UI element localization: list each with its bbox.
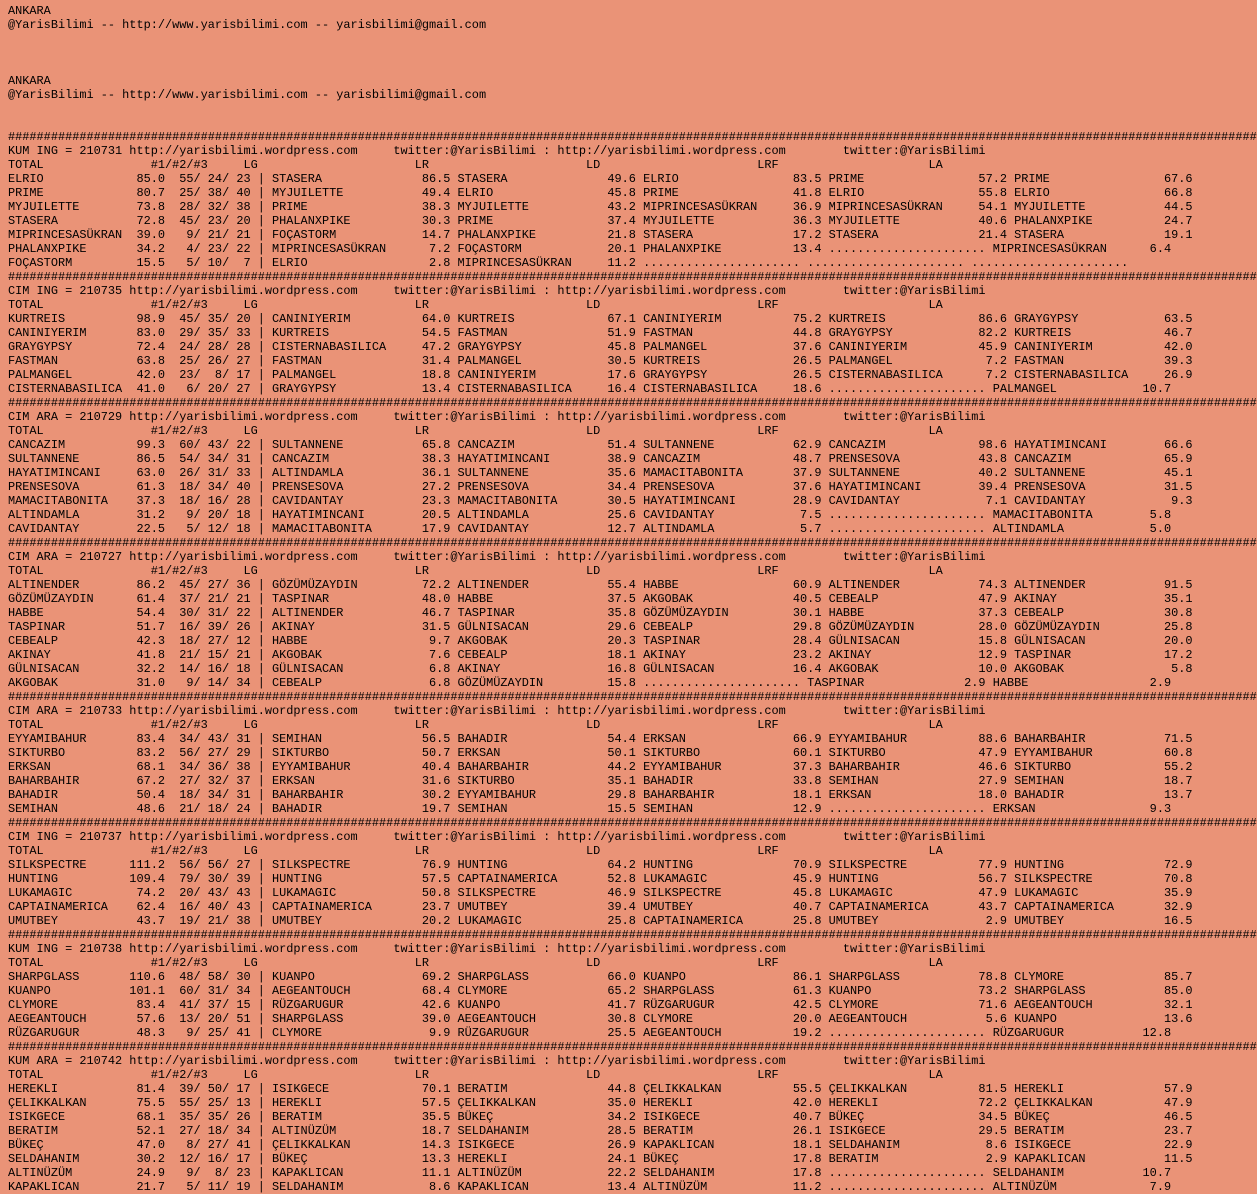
column-header: TOTAL #1/#2/#3 LG LR LD LRF LA xyxy=(8,956,943,970)
horse-row: HAYATIMINCANI 63.0 26/ 31/ 33 | ALTINDAMLA 36.1 SULTANNENE 35.6 MAMACITABONITA 37.9 SULTANNENE 40.2 SULTANNENE 45.1 xyxy=(8,466,1193,480)
horse-row: AKINAY 41.8 21/ 15/ 21 | AKGOBAK 7.6 CEBEALP 18.1 AKINAY 23.2 AKINAY 12.9 TASPINAR 17.2 xyxy=(8,648,1193,662)
column-header: TOTAL #1/#2/#3 LG LR LD LRF LA xyxy=(8,844,943,858)
horse-row: ISIKGECE 68.1 35/ 35/ 26 | BERATIM 35.5 BÜKEÇ 34.2 ISIKGECE 40.7 BÜKEÇ 34.5 BÜKEÇ 46.5 xyxy=(8,1110,1193,1124)
horse-row: UMUTBEY 43.7 19/ 21/ 38 | UMUTBEY 20.2 LUKAMAGIC 25.8 CAPTAINAMERICA 25.8 UMUTBEY 2.9 UMUTBEY 16.5 xyxy=(8,914,1193,928)
horse-row: ALTINÜZÜM 24.9 9/ 8/ 23 | KAPAKLICAN 11.1 ALTINÜZÜM 22.2 SELDAHANIM 17.8 ...................... SELDAHANIM 10.7 xyxy=(8,1166,1172,1180)
race-header: CIM ARA = 210727 http://yarisbilimi.wordpress.com twitter:@YarisBilimi : http://yarisbilimi.wordpress.com twitter:@YarisBilimi xyxy=(8,550,986,564)
horse-row: PRENSESOVA 61.3 18/ 34/ 40 | PRENSESOVA 27.2 PRENSESOVA 34.4 PRENSESOVA 37.6 HAYATIMINCANI 39.4 PRENSESOVA 31.5 xyxy=(8,480,1193,494)
horse-row: SEMIHAN 48.6 21/ 18/ 24 | BAHADIR 19.7 SEMIHAN 15.5 SEMIHAN 12.9 ...................... ERKSAN 9.3 xyxy=(8,802,1172,816)
horse-row: ÇELIKKALKAN 75.5 55/ 25/ 13 | HEREKLI 57.5 ÇELIKKALKAN 35.0 HEREKLI 42.0 HEREKLI 72.2 ÇELIKKALKAN 47.9 xyxy=(8,1096,1193,1110)
race-header: CIM ARA = 210729 http://yarisbilimi.wordpress.com twitter:@YarisBilimi : http://yarisbilimi.wordpress.com twitter:@YarisBilimi xyxy=(8,410,986,424)
horse-row: KUANPO 101.1 60/ 31/ 34 | AEGEANTOUCH 68.4 CLYMORE 65.2 SHARPGLASS 61.3 KUANPO 73.2 SHARPGLASS 85.0 xyxy=(8,984,1193,998)
blank-line xyxy=(8,60,1073,74)
horse-row: CAVIDANTAY 22.5 5/ 12/ 18 | MAMACITABONITA 17.9 CAVIDANTAY 12.7 ALTINDAMLA 5.7 ...................... ALTINDAMLA 5.0 xyxy=(8,522,1172,536)
horse-row: ELRIO 85.0 55/ 24/ 23 | STASERA 86.5 STASERA 49.6 ELRIO 83.5 PRIME 57.2 PRIME 67.6 xyxy=(8,172,1193,186)
race-header: CIM ING = 210737 http://yarisbilimi.wordpress.com twitter:@YarisBilimi : http://yarisbilimi.wordpress.com twitter:@YarisBilimi xyxy=(8,830,986,844)
horse-row: EYYAMIBAHUR 83.4 34/ 43/ 31 | SEMIHAN 56.5 BAHADIR 54.4 ERKSAN 66.9 EYYAMIBAHUR 88.6 BAHARBAHIR 71.5 xyxy=(8,732,1193,746)
horse-row: RÜZGARUGUR 48.3 9/ 25/ 41 | CLYMORE 9.9 RÜZGARUGUR 25.5 AEGEANTOUCH 19.2 ...................... RÜZGARUGUR 12.8 xyxy=(8,1026,1172,1040)
horse-row: TASPINAR 51.7 16/ 39/ 26 | AKINAY 31.5 GÜLNISACAN 29.6 CEBEALP 29.8 GÖZÜMÜZAYDIN 28.0 GÖZÜMÜZAYDIN 25.8 xyxy=(8,620,1193,634)
horse-row: AEGEANTOUCH 57.6 13/ 20/ 51 | SHARPGLASS 39.0 AEGEANTOUCH 30.8 CLYMORE 20.0 AEGEANTOUCH 5.6 KUANPO 13.6 xyxy=(8,1012,1193,1026)
horse-row: BAHARBAHIR 67.2 27/ 32/ 37 | ERKSAN 31.6 SIKTURBO 35.1 BAHADIR 33.8 SEMIHAN 27.9 SEMIHAN 18.7 xyxy=(8,774,1193,788)
horse-row: FOÇASTORM 15.5 5/ 10/ 7 | ELRIO 2.8 MIPRINCESASÜKRAN 11.2 ...................... ...................... ...................... xyxy=(8,256,1129,270)
horse-row: ERKSAN 68.1 34/ 36/ 38 | EYYAMIBAHUR 40.4 BAHARBAHIR 44.2 EYYAMIBAHUR 37.3 BAHARBAHIR 46.6 SIKTURBO 55.2 xyxy=(8,760,1193,774)
horse-row: CAPTAINAMERICA 62.4 16/ 40/ 43 | CAPTAINAMERICA 23.7 UMUTBEY 39.4 UMUTBEY 40.7 CAPTAINAMERICA 43.7 CAPTAINAMERICA 32.9 xyxy=(8,900,1193,914)
section-divider: ############################################################################################################################################################################### xyxy=(8,536,1257,550)
horse-row: ALTINENDER 86.2 45/ 27/ 36 | GÖZÜMÜZAYDIN 72.2 ALTINENDER 55.4 HABBE 60.9 ALTINENDER 74.3 ALTINENDER 91.5 xyxy=(8,578,1193,592)
section-divider: ############################################################################################################################################################################### xyxy=(8,690,1257,704)
horse-row: LUKAMAGIC 74.2 20/ 43/ 43 | LUKAMAGIC 50.8 SILKSPECTRE 46.9 SILKSPECTRE 45.8 LUKAMAGIC 47.9 LUKAMAGIC 35.9 xyxy=(8,886,1193,900)
horse-row: GÖZÜMÜZAYDIN 61.4 37/ 21/ 21 | TASPINAR 48.0 HABBE 37.5 AKGOBAK 40.5 CEBEALP 47.9 AKINAY 35.1 xyxy=(8,592,1193,606)
horse-row: SILKSPECTRE 111.2 56/ 56/ 27 | SILKSPECTRE 76.9 HUNTING 64.2 HUNTING 70.9 SILKSPECTRE 77.9 HUNTING 72.9 xyxy=(8,858,1193,872)
section-divider: ############################################################################################################################################################################### xyxy=(8,928,1257,942)
horse-row: STASERA 72.8 45/ 23/ 20 | PHALANXPIKE 30.3 PRIME 37.4 MYJUILETTE 36.3 MYJUILETTE 40.6 PHALANXPIKE 24.7 xyxy=(8,214,1193,228)
contact-line: @YarisBilimi -- http://www.yarisbilimi.com -- yarisbilimi@gmail.com xyxy=(8,88,487,102)
city-title: ANKARA xyxy=(8,4,51,18)
column-header: TOTAL #1/#2/#3 LG LR LD LRF LA xyxy=(8,298,943,312)
horse-row: FASTMAN 63.8 25/ 26/ 27 | FASTMAN 31.4 PALMANGEL 30.5 KURTREIS 26.5 PALMANGEL 7.2 FASTMAN 39.3 xyxy=(8,354,1193,368)
race-header: KUM ING = 210731 http://yarisbilimi.wordpress.com twitter:@YarisBilimi : http://yarisbilimi.wordpress.com twitter:@YarisBilimi xyxy=(8,144,986,158)
horse-row: BAHADIR 50.4 18/ 34/ 31 | BAHARBAHIR 30.2 EYYAMIBAHUR 29.8 BAHARBAHIR 18.1 ERKSAN 18.0 BAHADIR 13.7 xyxy=(8,788,1193,802)
blank-line xyxy=(8,46,1073,60)
horse-row: HUNTING 109.4 79/ 30/ 39 | HUNTING 57.5 CAPTAINAMERICA 52.8 LUKAMAGIC 45.9 HUNTING 56.7 SILKSPECTRE 70.8 xyxy=(8,872,1193,886)
blank-line xyxy=(8,102,1073,116)
horse-row: HABBE 54.4 30/ 31/ 22 | ALTINENDER 46.7 TASPINAR 35.8 GÖZÜMÜZAYDIN 30.1 HABBE 37.3 CEBEALP 30.8 xyxy=(8,606,1193,620)
race-header: KUM ARA = 210742 http://yarisbilimi.wordpress.com twitter:@YarisBilimi : http://yarisbilimi.wordpress.com twitter:@YarisBilimi xyxy=(8,1054,986,1068)
race-header: CIM ARA = 210733 http://yarisbilimi.wordpress.com twitter:@YarisBilimi : http://yarisbilimi.wordpress.com twitter:@YarisBilimi xyxy=(8,704,986,718)
horse-row: KAPAKLICAN 21.7 5/ 11/ 19 | SELDAHANIM 8.6 KAPAKLICAN 13.4 ALTINÜZÜM 11.2 ...................... ALTINÜZÜM 7.9 xyxy=(8,1180,1172,1194)
column-header: TOTAL #1/#2/#3 LG LR LD LRF LA xyxy=(8,564,943,578)
horse-row: CISTERNABASILICA 41.0 6/ 20/ 27 | GRAYGYPSY 13.4 CISTERNABASILICA 16.4 CISTERNABASILICA 18.6 ...................... PALMANGEL 10.7 xyxy=(8,382,1172,396)
section-divider: ############################################################################################################################################################################### xyxy=(8,396,1257,410)
race-header: CIM ING = 210735 http://yarisbilimi.wordpress.com twitter:@YarisBilimi : http://yarisbilimi.wordpress.com twitter:@YarisBilimi xyxy=(8,284,986,298)
horse-row: SHARPGLASS 110.6 48/ 58/ 30 | KUANPO 69.2 SHARPGLASS 66.0 KUANPO 86.1 SHARPGLASS 78.8 CLYMORE 85.7 xyxy=(8,970,1193,984)
column-header: TOTAL #1/#2/#3 LG LR LD LRF LA xyxy=(8,424,943,438)
horse-row: AKGOBAK 31.0 9/ 14/ 34 | CEBEALP 6.8 GÖZÜMÜZAYDIN 15.8 ...................... TASPINAR 2.9 HABBE 2.9 xyxy=(8,676,1172,690)
horse-row: SELDAHANIM 30.2 12/ 16/ 17 | BÜKEÇ 13.3 HEREKLI 24.1 BÜKEÇ 17.8 BERATIM 2.9 KAPAKLICAN 11.5 xyxy=(8,1152,1193,1166)
horse-row: CANCAZIM 99.3 60/ 43/ 22 | SULTANNENE 65.8 CANCAZIM 51.4 SULTANNENE 62.9 CANCAZIM 98.6 HAYATIMINCANI 66.6 xyxy=(8,438,1193,452)
section-divider: ############################################################################################################################################################################### xyxy=(8,270,1257,284)
horse-row: CANINIYERIM 83.0 29/ 35/ 33 | KURTREIS 54.5 FASTMAN 51.9 FASTMAN 44.8 GRAYGYPSY 82.2 KURTREIS 46.7 xyxy=(8,326,1193,340)
contact-line: @YarisBilimi -- http://www.yarisbilimi.com -- yarisbilimi@gmail.com xyxy=(8,18,487,32)
section-divider: ############################################################################################################################################################################### xyxy=(8,130,1257,144)
horse-row: KURTREIS 98.9 45/ 35/ 20 | CANINIYERIM 64.0 KURTREIS 67.1 CANINIYERIM 75.2 KURTREIS 86.6 GRAYGYPSY 63.5 xyxy=(8,312,1193,326)
horse-row: HEREKLI 81.4 39/ 50/ 17 | ISIKGECE 70.1 BERATIM 44.8 ÇELIKKALKAN 55.5 ÇELIKKALKAN 81.5 HEREKLI 57.9 xyxy=(8,1082,1193,1096)
race-header: KUM ING = 210738 http://yarisbilimi.wordpress.com twitter:@YarisBilimi : http://yarisbilimi.wordpress.com twitter:@YarisBilimi xyxy=(8,942,986,956)
horse-row: BÜKEÇ 47.0 8/ 27/ 41 | ÇELIKKALKAN 14.3 ISIKGECE 26.9 KAPAKLICAN 18.1 SELDAHANIM 8.6 ISIKGECE 22.9 xyxy=(8,1138,1193,1152)
horse-row: GÜLNISACAN 32.2 14/ 16/ 18 | GÜLNISACAN 6.8 AKINAY 16.8 GÜLNISACAN 16.4 AKGOBAK 10.0 AKGOBAK 5.8 xyxy=(8,662,1193,676)
horse-row: PALMANGEL 42.0 23/ 8/ 17 | PALMANGEL 18.8 CANINIYERIM 17.6 GRAYGYPSY 26.5 CISTERNABASILICA 7.2 CISTERNABASILICA 26.9 xyxy=(8,368,1193,382)
horse-row: SULTANNENE 86.5 54/ 34/ 31 | CANCAZIM 38.3 HAYATIMINCANI 38.9 CANCAZIM 48.7 PRENSESOVA 43.8 CANCAZIM 65.9 xyxy=(8,452,1193,466)
section-divider: ############################################################################################################################################################################### xyxy=(8,816,1257,830)
horse-row: MAMACITABONITA 37.3 18/ 16/ 28 | CAVIDANTAY 23.3 MAMACITABONITA 30.5 HAYATIMINCANI 28.9 CAVIDANTAY 7.1 CAVIDANTAY 9.3 xyxy=(8,494,1193,508)
column-header: TOTAL #1/#2/#3 LG LR LD LRF LA xyxy=(8,718,943,732)
column-header: TOTAL #1/#2/#3 LG LR LD LRF LA xyxy=(8,1068,943,1082)
horse-row: CLYMORE 83.4 41/ 37/ 15 | RÜZGARUGUR 42.6 KUANPO 41.7 RÜZGARUGUR 42.5 CLYMORE 71.6 AEGEANTOUCH 32.1 xyxy=(8,998,1193,1012)
horse-row: GRAYGYPSY 72.4 24/ 28/ 28 | CISTERNABASILICA 47.2 GRAYGYPSY 45.8 PALMANGEL 37.6 CANINIYERIM 45.9 CANINIYERIM 42.0 xyxy=(8,340,1193,354)
horse-row: PRIME 80.7 25/ 38/ 40 | MYJUILETTE 49.4 ELRIO 45.8 PRIME 41.8 ELRIO 55.8 ELRIO 66.8 xyxy=(8,186,1193,200)
blank-line xyxy=(8,116,1073,130)
horse-row: BERATIM 52.1 27/ 18/ 34 | ALTINÜZÜM 18.7 SELDAHANIM 28.5 BERATIM 26.1 ISIKGECE 29.5 BERATIM 23.7 xyxy=(8,1124,1193,1138)
horse-row: ALTINDAMLA 31.2 9/ 20/ 18 | HAYATIMINCANI 20.5 ALTINDAMLA 25.6 CAVIDANTAY 7.5 ...................... MAMACITABONITA 5.8 xyxy=(8,508,1172,522)
horse-row: MYJUILETTE 73.8 28/ 32/ 38 | PRIME 38.3 MYJUILETTE 43.2 MIPRINCESASÜKRAN 36.9 MIPRINCESASÜKRAN 54.1 MYJUILETTE 44.5 xyxy=(8,200,1193,214)
horse-row: PHALANXPIKE 34.2 4/ 23/ 22 | MIPRINCESASÜKRAN 7.2 FOÇASTORM 20.1 PHALANXPIKE 13.4 ...................... MIPRINCESASÜKRAN 6.4 xyxy=(8,242,1172,256)
horse-row: MIPRINCESASÜKRAN 39.0 9/ 21/ 21 | FOÇASTORM 14.7 PHALANXPIKE 21.8 STASERA 17.2 STASERA 21.4 STASERA 19.1 xyxy=(8,228,1193,242)
section-divider: ############################################################################################################################################################################### xyxy=(8,1040,1257,1054)
column-header: TOTAL #1/#2/#3 LG LR LD LRF LA xyxy=(8,158,943,172)
blank-line xyxy=(8,32,1073,46)
city-title: ANKARA xyxy=(8,74,51,88)
horse-row: SIKTURBO 83.2 56/ 27/ 29 | SIKTURBO 50.7 ERKSAN 50.1 SIKTURBO 60.1 SIKTURBO 47.9 EYYAMIBAHUR 60.8 xyxy=(8,746,1193,760)
horse-row: CEBEALP 42.3 18/ 27/ 12 | HABBE 9.7 AKGOBAK 20.3 TASPINAR 28.4 GÜLNISACAN 15.8 GÜLNISACAN 20.0 xyxy=(8,634,1193,648)
